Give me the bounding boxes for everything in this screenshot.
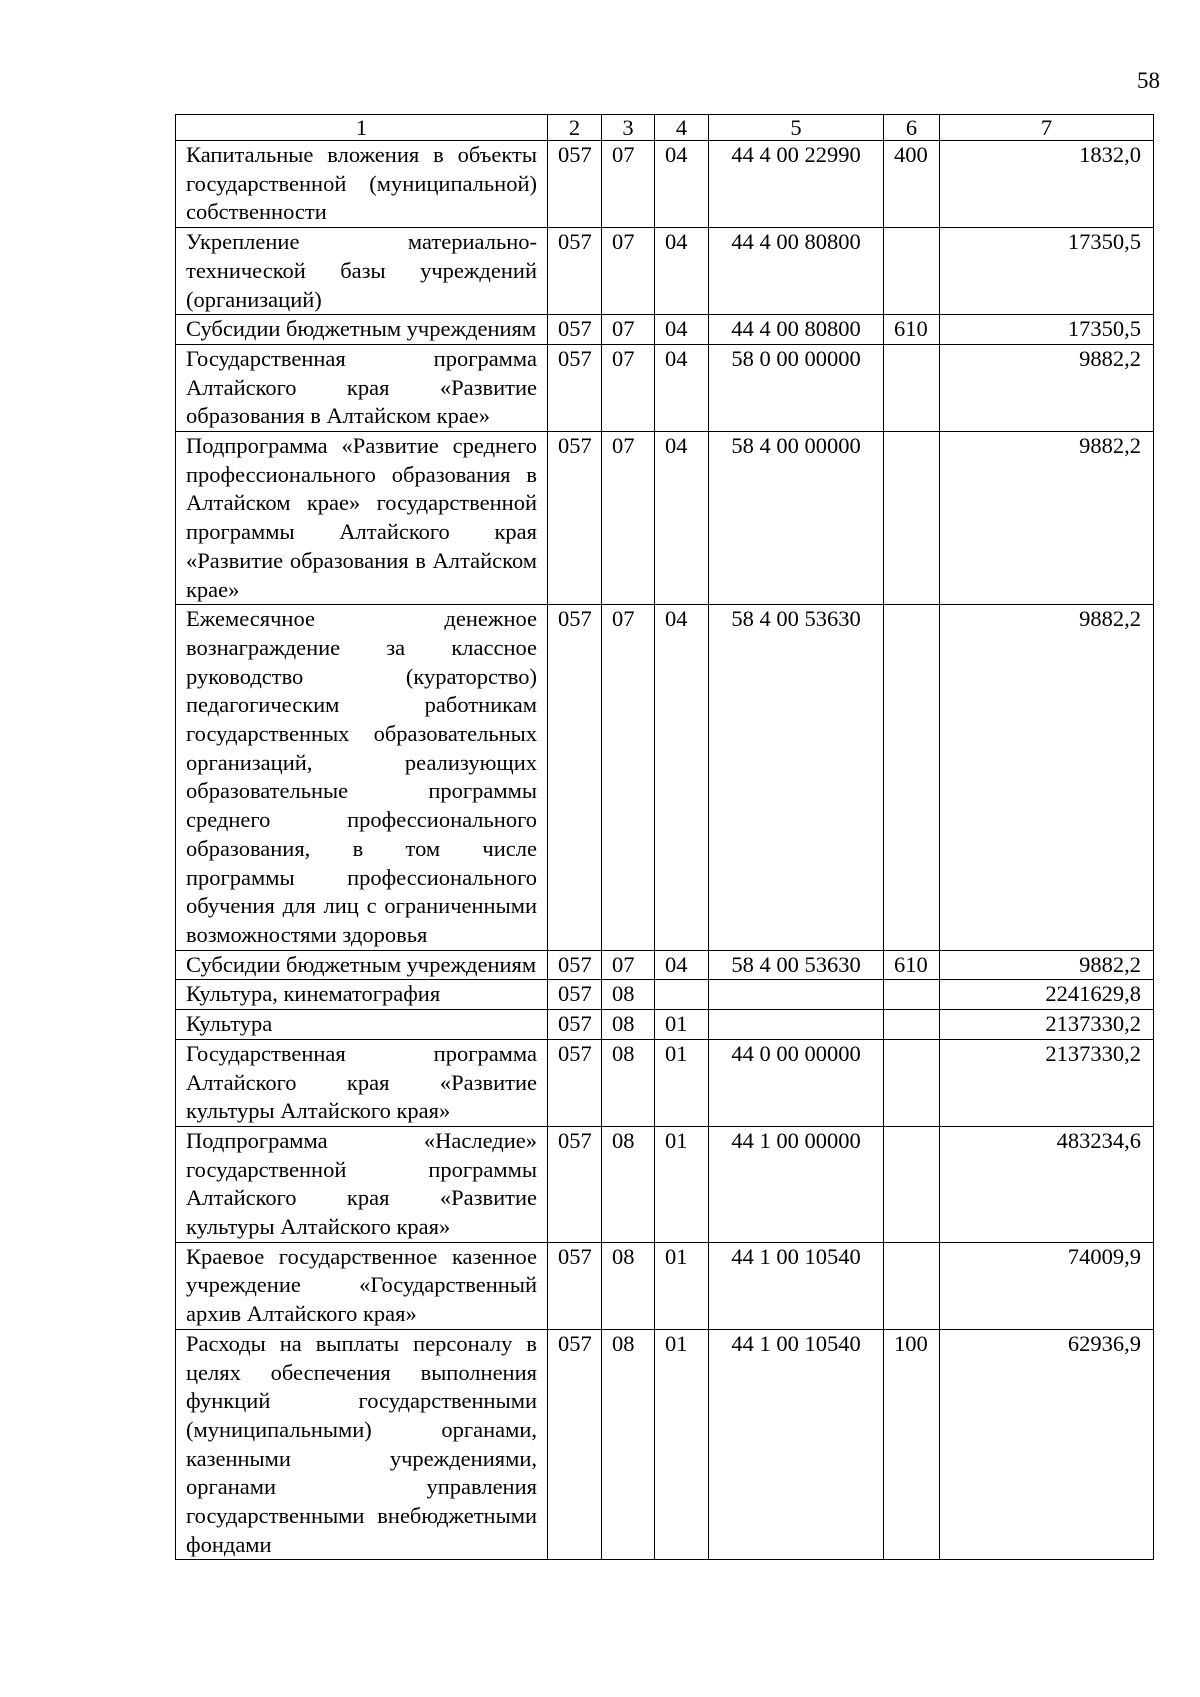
table-row — [176, 1126, 1154, 1242]
subchapter-code-cell: 01 — [655, 1242, 709, 1329]
table-row — [176, 432, 1154, 605]
subchapter-code-cell: 01 — [655, 1010, 709, 1040]
row-name-cell: Культура, кинематография — [176, 980, 548, 1010]
column-header: 4 — [655, 115, 709, 141]
amount-cell: 2241629,8 — [940, 980, 1154, 1010]
amount-cell: 9882,2 — [940, 344, 1154, 431]
row-name-cell: Ежемесячное денежное вознаграждение за классное руководство (кураторство) педагогическим работникам государственных образовательных организаций, реализующих образовательные программы среднего профессионального образования, в том числе программы профессионального обучения для лиц с ограниченными возможностями здоровья — [176, 605, 548, 950]
expense-type-cell: 400 — [884, 141, 940, 228]
column-header: 5 — [709, 115, 884, 141]
table-row — [176, 1039, 1154, 1126]
subchapter-code-cell: 04 — [655, 344, 709, 431]
table-row — [176, 344, 1154, 431]
row-name-cell: Подпрограмма «Наследие» государственной программы Алтайского края «Развитие культуры Алтайского края» — [176, 1126, 548, 1242]
target-code-cell: 44 1 00 10540 — [709, 1242, 884, 1329]
column-header: 1 — [176, 115, 548, 141]
chapter-code-cell: 08 — [602, 1010, 655, 1040]
expense-type-cell — [884, 1242, 940, 1329]
chapter-code-cell: 08 — [602, 980, 655, 1010]
section-code-cell: 057 — [548, 1126, 602, 1242]
section-code-cell: 057 — [548, 1329, 602, 1560]
chapter-code-cell: 08 — [602, 1126, 655, 1242]
amount-cell: 2137330,2 — [940, 1010, 1154, 1040]
chapter-code-cell: 07 — [602, 141, 655, 228]
section-code-cell: 057 — [548, 1242, 602, 1329]
amount-cell: 9882,2 — [940, 950, 1154, 980]
subchapter-code-cell: 04 — [655, 315, 709, 345]
target-code-cell — [709, 1010, 884, 1040]
amount-cell: 17350,5 — [940, 228, 1154, 315]
row-name-cell: Культура — [176, 1010, 548, 1040]
row-name-cell: Капитальные вложения в объекты государственной (муниципальной) собственности — [176, 141, 548, 228]
amount-cell: 9882,2 — [940, 605, 1154, 950]
column-header: 6 — [884, 115, 940, 141]
table-row — [176, 1010, 1154, 1040]
chapter-code-cell: 07 — [602, 432, 655, 605]
table-row — [176, 315, 1154, 345]
row-name-cell: Краевое государственное казенное учреждение «Государственный архив Алтайского края» — [176, 1242, 548, 1329]
chapter-code-cell: 08 — [602, 1039, 655, 1126]
expense-type-cell — [884, 432, 940, 605]
row-name-cell: Субсидии бюджетным учреждениям — [176, 950, 548, 980]
expense-type-cell — [884, 344, 940, 431]
table-row — [176, 1242, 1154, 1329]
target-code-cell: 58 4 00 00000 — [709, 432, 884, 605]
target-code-cell: 44 1 00 10540 — [709, 1329, 884, 1560]
subchapter-code-cell: 04 — [655, 950, 709, 980]
table-row — [176, 980, 1154, 1010]
section-code-cell: 057 — [548, 432, 602, 605]
section-code-cell: 057 — [548, 980, 602, 1010]
expense-type-cell: 610 — [884, 950, 940, 980]
amount-cell: 2137330,2 — [940, 1039, 1154, 1126]
subchapter-code-cell — [655, 980, 709, 1010]
row-name-cell: Укрепление материально-технической базы учреждений (организаций) — [176, 228, 548, 315]
section-code-cell: 057 — [548, 315, 602, 345]
row-name-cell: Государственная программа Алтайского края «Развитие образования в Алтайском крае» — [176, 344, 548, 431]
expense-type-cell: 610 — [884, 315, 940, 345]
subchapter-code-cell: 01 — [655, 1126, 709, 1242]
amount-cell: 74009,9 — [940, 1242, 1154, 1329]
chapter-code-cell: 07 — [602, 344, 655, 431]
table-row — [176, 141, 1154, 228]
subchapter-code-cell: 04 — [655, 141, 709, 228]
section-code-cell: 057 — [548, 1039, 602, 1126]
target-code-cell: 58 0 00 00000 — [709, 344, 884, 431]
table-row — [176, 228, 1154, 315]
subchapter-code-cell: 04 — [655, 228, 709, 315]
target-code-cell — [709, 980, 884, 1010]
target-code-cell: 44 0 00 00000 — [709, 1039, 884, 1126]
budget-table — [175, 114, 1154, 1560]
chapter-code-cell: 08 — [602, 1329, 655, 1560]
row-name-cell: Подпрограмма «Развитие среднего профессионального образования в Алтайском крае» государственной программы Алтайского края «Развитие образования в Алтайском крае» — [176, 432, 548, 605]
section-code-cell: 057 — [548, 228, 602, 315]
target-code-cell: 58 4 00 53630 — [709, 950, 884, 980]
table-row — [176, 605, 1154, 950]
subchapter-code-cell: 04 — [655, 432, 709, 605]
column-header: 2 — [548, 115, 602, 141]
amount-cell: 1832,0 — [940, 141, 1154, 228]
table-row — [176, 950, 1154, 980]
target-code-cell: 44 4 00 22990 — [709, 141, 884, 228]
amount-cell: 9882,2 — [940, 432, 1154, 605]
expense-type-cell: 100 — [884, 1329, 940, 1560]
row-name-cell: Расходы на выплаты персоналу в целях обеспечения выполнения функций государственными (муниципальными) органами, казенными учреждениями, органами управления государственными внебюджетными фондами — [176, 1329, 548, 1560]
chapter-code-cell: 07 — [602, 950, 655, 980]
expense-type-cell — [884, 1039, 940, 1126]
chapter-code-cell: 07 — [602, 228, 655, 315]
section-code-cell: 057 — [548, 605, 602, 950]
subchapter-code-cell: 01 — [655, 1329, 709, 1560]
section-code-cell: 057 — [548, 1010, 602, 1040]
target-code-cell: 44 4 00 80800 — [709, 228, 884, 315]
subchapter-code-cell: 01 — [655, 1039, 709, 1126]
expense-type-cell — [884, 1010, 940, 1040]
target-code-cell: 58 4 00 53630 — [709, 605, 884, 950]
row-name-cell: Субсидии бюджетным учреждениям — [176, 315, 548, 345]
chapter-code-cell: 08 — [602, 1242, 655, 1329]
target-code-cell: 44 4 00 80800 — [709, 315, 884, 345]
expense-type-cell — [884, 228, 940, 315]
page-number: 58 — [1137, 68, 1160, 93]
subchapter-code-cell: 04 — [655, 605, 709, 950]
chapter-code-cell: 07 — [602, 605, 655, 950]
amount-cell: 62936,9 — [940, 1329, 1154, 1560]
column-header: 7 — [940, 115, 1154, 141]
section-code-cell: 057 — [548, 141, 602, 228]
expense-type-cell — [884, 1126, 940, 1242]
target-code-cell: 44 1 00 00000 — [709, 1126, 884, 1242]
column-header: 3 — [602, 115, 655, 141]
amount-cell: 483234,6 — [940, 1126, 1154, 1242]
table-row — [176, 1329, 1154, 1560]
chapter-code-cell: 07 — [602, 315, 655, 345]
amount-cell: 17350,5 — [940, 315, 1154, 345]
section-code-cell: 057 — [548, 950, 602, 980]
expense-type-cell — [884, 980, 940, 1010]
row-name-cell: Государственная программа Алтайского края «Развитие культуры Алтайского края» — [176, 1039, 548, 1126]
section-code-cell: 057 — [548, 344, 602, 431]
expense-type-cell — [884, 605, 940, 950]
header-row — [176, 115, 1154, 141]
